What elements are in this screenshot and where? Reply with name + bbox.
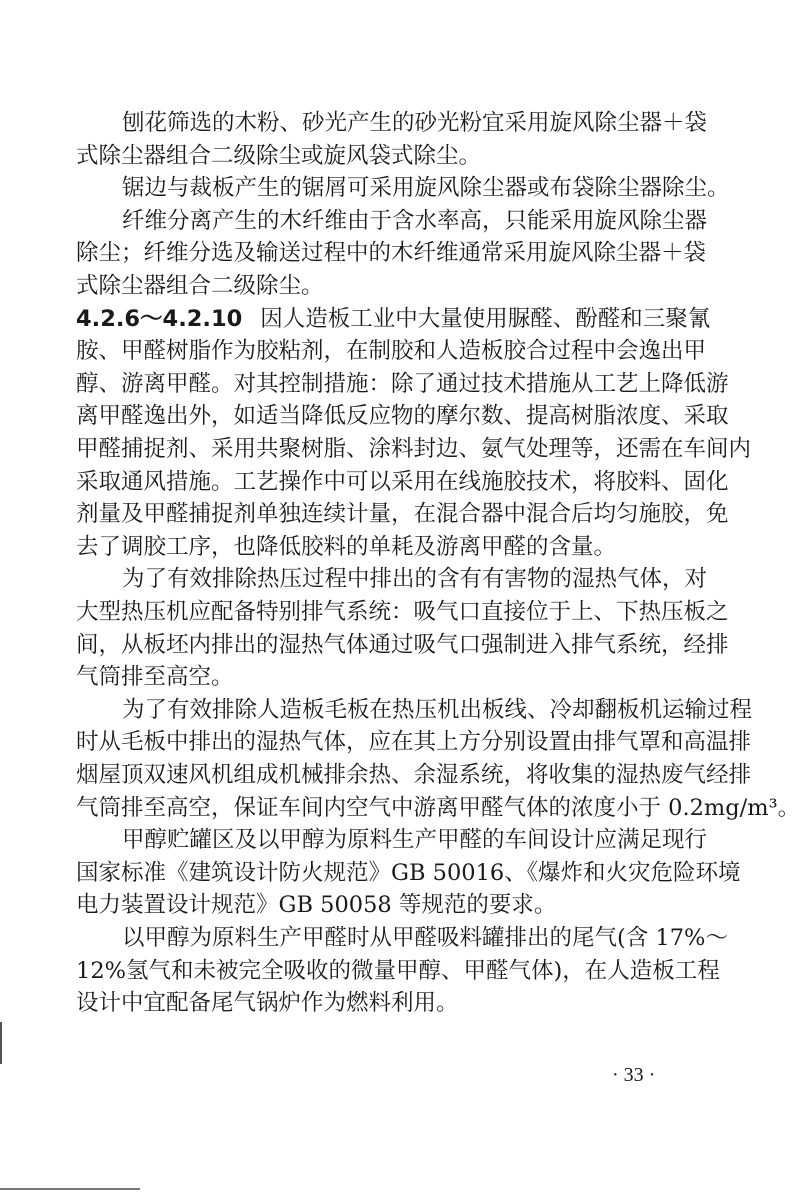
- line-text: 剂量及甲醛捕捉剂单独连续计量，在混合器中混合后均匀施胶，免: [76, 501, 729, 528]
- line-text: 国家标准《建筑设计防火规范》GB 50016、《爆炸和火灾危险环境: [76, 859, 741, 886]
- line-text: 为了有效排除人造板毛板在热压机出板线、冷却翻板机运输过程: [122, 696, 753, 723]
- line-text: 以甲醇为原料生产甲醛时从甲醛吸料罐排出的尾气(含 17%～: [122, 925, 728, 951]
- line-text: 电力装置设计规范》GB 50058 等规范的要求。: [76, 892, 557, 919]
- line-text: 烟屋顶双速风机组成机械排余热、余湿系统，将收集的湿热废气经排: [76, 762, 752, 788]
- scan-bottom-rule: [0, 1188, 140, 1190]
- line-text: 刨花筛选的木粉、砂光产生的砂光粉宜采用旋风除尘器＋袋: [122, 110, 708, 136]
- paragraph-line: [76, 956, 720, 986]
- paragraph-first-line: [122, 206, 708, 236]
- line-text: 纤维分离产生的木纤维由于含水率高，只能采用旋风除尘器: [122, 207, 708, 234]
- scan-margin-mark: [0, 1022, 2, 1064]
- line-text: 气筒排至高空，保证车间内空气中游离甲醛气体的浓度小于 0.2mg/m³。: [76, 794, 800, 821]
- section-number: 4.2.6～4.2.10: [76, 305, 243, 332]
- line-text: 甲醇贮罐区及以甲醇为原料生产甲醛的车间设计应满足现行: [122, 827, 708, 854]
- line-text: 离甲醛逸出外，如适当降低反应物的摩尔数、提高树脂浓度、采取: [76, 403, 729, 430]
- page-number: · 33 ·: [612, 1064, 656, 1086]
- paragraph-first-line: [122, 108, 708, 138]
- paragraph-line: [76, 662, 697, 692]
- paragraph-line: [76, 336, 707, 366]
- line-text: 12%氢气和未被完全吸收的微量甲醇、甲醛气体)，在人造板工程: [76, 957, 720, 984]
- paragraph-line: [76, 597, 729, 627]
- paragraph-line: [76, 532, 697, 562]
- paragraph-first-line: [122, 695, 753, 725]
- paragraph-line: [76, 271, 697, 301]
- paragraph-first-line: [122, 173, 730, 203]
- paragraph-line: [76, 858, 741, 888]
- paragraph-first-line: [122, 923, 728, 953]
- line-text: 式除尘器组合二级除尘或旋风袋式除尘。: [76, 142, 482, 169]
- line-text: 甲醛捕捉剂、采用共聚树脂、涂料封边、氨气处理等，还需在车间内: [76, 436, 752, 462]
- line-text: 设计中宜配备尾气锅炉作为燃料利用。: [76, 990, 459, 1017]
- paragraph-first-line: [76, 304, 711, 334]
- line-text: 除尘；纤维分选及输送过程中的木纤维通常采用旋风除尘器＋袋: [76, 240, 707, 267]
- line-text: 大型热压机应配备特别排气系统：吸气口直接位于上、下热压板之: [76, 599, 729, 625]
- line-text: 式除尘器组合二级除尘。: [76, 273, 324, 299]
- paragraph-line: [76, 369, 729, 399]
- paragraph-line: [76, 988, 697, 1018]
- line-text: 去了调胶工序，也降低胶料的单耗及游离甲醛的含量。: [76, 533, 617, 560]
- paragraph-line: [76, 499, 729, 529]
- line-text: 锯边与裁板产生的锯屑可采用旋风除尘器或布袋除尘器除尘。: [122, 175, 730, 202]
- line-text: 时从毛板中排出的湿热气体，应在其上方分别设置由排气罩和高温排: [76, 729, 752, 756]
- paragraph-line: [76, 238, 707, 268]
- paragraph-line: [76, 727, 752, 757]
- line-text: 为了有效排除热压过程中排出的含有有害物的湿热气体，对: [122, 566, 708, 593]
- line-text: 醇、游离甲醛。对其控制措施：除了通过技术措施从工艺上降低游: [76, 370, 729, 397]
- line-text: 采取通风措施。工艺操作中可以采用在线施胶技术，将胶料、固化: [76, 468, 729, 495]
- paragraph-first-line: [122, 564, 708, 594]
- paragraph-line: [76, 890, 697, 920]
- line-text: 胺、甲醛树脂作为胶粘剂，在制胶和人造板胶合过程中会逸出甲: [76, 338, 707, 365]
- paragraph-line: [76, 793, 800, 823]
- paragraph-line: [76, 630, 729, 660]
- line-text: 因人造板工业中大量使用脲醛、酚醛和三聚氰: [260, 305, 711, 332]
- paragraph-line: [76, 401, 729, 431]
- paragraph-first-line: [122, 825, 708, 855]
- paragraph-line: [76, 760, 752, 790]
- paragraph-line: [76, 434, 752, 464]
- paragraph-line: [76, 141, 697, 171]
- line-text: 间，从板坯内排出的湿热气体通过吸气口强制进入排气系统，经排: [76, 631, 729, 658]
- line-text: 气筒排至高空。: [76, 664, 234, 691]
- paragraph-line: [76, 467, 729, 497]
